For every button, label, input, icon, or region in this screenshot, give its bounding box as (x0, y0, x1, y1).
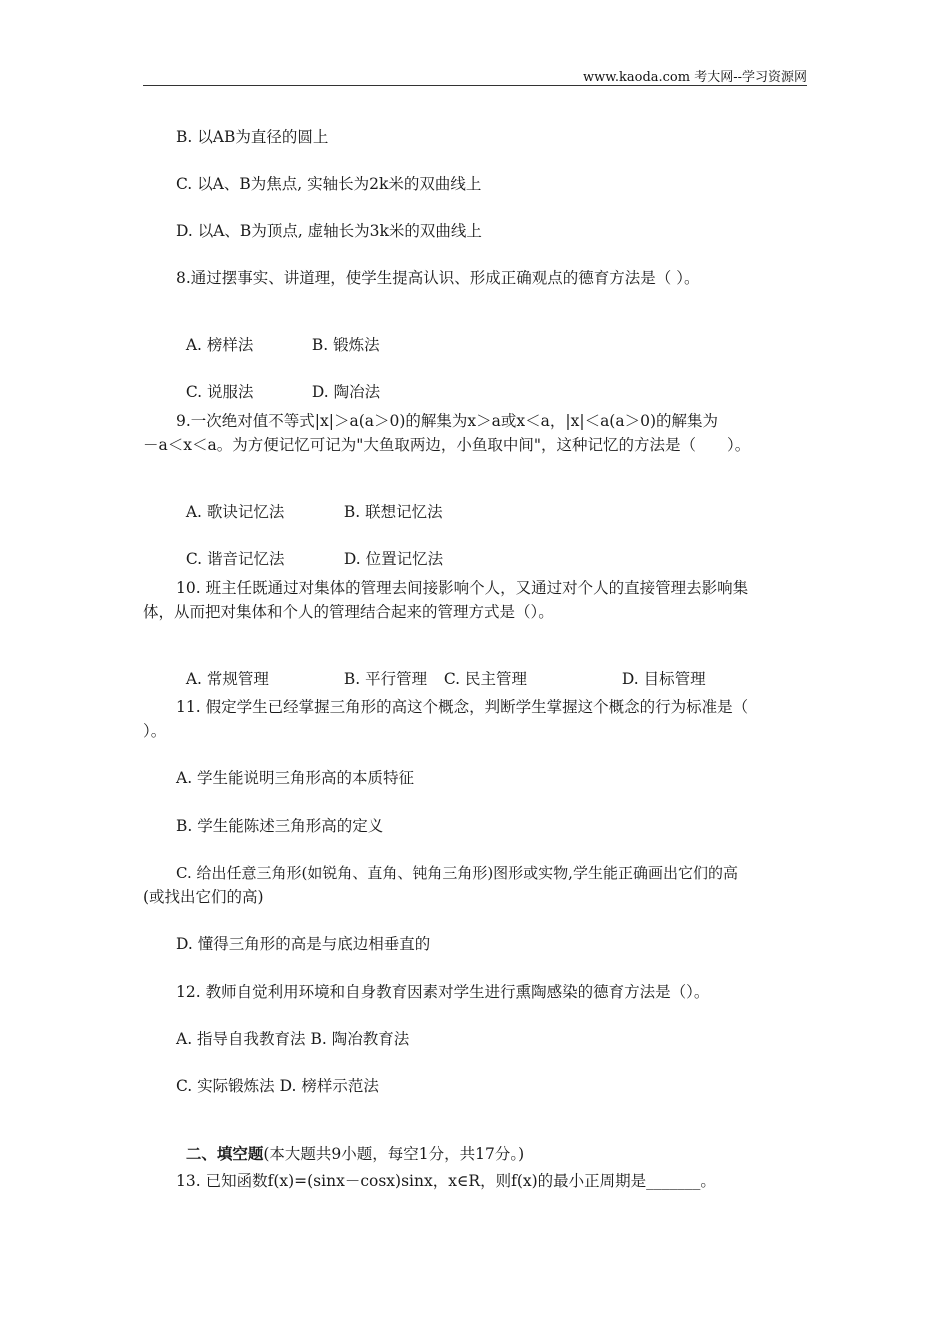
q7-option-d: D. 以A、B为顶点, 虚轴长为3k米的双曲线上 (176, 222, 482, 240)
q9-options-ab (176, 482, 443, 522)
q12-options-ab: A. 指导自我教育法 B. 陶冶教育法 (176, 1030, 410, 1048)
question-10-line-2: 体，从而把对集体和个人的管理结合起来的管理方式是（）。 (143, 603, 554, 621)
q9-option-d: D. 位置记忆法 (343, 550, 444, 568)
q11-option-c-line-2: (或找出它们的高) (143, 888, 264, 906)
question-9-line-1: 9.一次绝对值不等式|x|＞a(a＞0)的解集为x＞a或x＜a，|x|＜a(a＞0)的解集为 (176, 412, 719, 430)
q12-options-cd: C. 实际锻炼法 D. 榜样示范法 (176, 1077, 379, 1095)
question-11-line-1: 11. 假定学生已经掌握三角形的高这个概念，判断学生掌握这个概念的行为标准是（ (176, 698, 749, 716)
section-2-title: 二、填空题 (185, 1144, 264, 1163)
q10-option-d: D. 目标管理 (621, 670, 706, 688)
q8-option-d: D. 陶冶法 (311, 383, 381, 401)
q10-option-c: C. 民主管理 (443, 670, 528, 688)
q11-option-a: A. 学生能说明三角形高的本质特征 (176, 769, 415, 787)
q9-options-cd (176, 529, 443, 569)
header-rule (143, 85, 807, 86)
q8-options-cd (176, 362, 380, 402)
q8-option-b: B. 锻炼法 (311, 336, 380, 354)
section-2-note: (本大题共9小题，每空1分，共17分。) (263, 1145, 525, 1163)
q8-options-ab (176, 315, 380, 355)
q10-options (176, 649, 706, 689)
q10-option-b: B. 平行管理 (343, 670, 428, 688)
q9-option-c: C. 谐音记忆法 (185, 550, 285, 568)
question-9-line-2: －a＜x＜a。为方便记忆可记为"大鱼取两边，小鱼取中间"，这种记忆的方法是（ ）。 (143, 436, 751, 454)
question-12: 12. 教师自觉利用环境和自身教育因素对学生进行熏陶感染的德育方法是（）。 (176, 983, 710, 1001)
q8-option-c: C. 说服法 (185, 383, 254, 401)
question-11-line-2: ）。 (143, 722, 167, 740)
q8-option-a: A. 榜样法 (185, 336, 254, 354)
q9-option-a: A. 歌诀记忆法 (185, 503, 285, 521)
q11-option-c-line-1: C. 给出任意三角形(如锐角、直角、钝角三角形)图形或实物,学生能正确画出它们的高 (176, 864, 738, 882)
q11-option-b: B. 学生能陈述三角形高的定义 (176, 817, 384, 835)
q11-option-d: D. 懂得三角形的高是与底边相垂直的 (176, 935, 431, 953)
question-8: 8.通过摆事实、讲道理，使学生提高认识、形成正确观点的德育方法是（ ）。 (176, 269, 700, 287)
q7-option-b: B. 以AB为直径的圆上 (176, 128, 329, 146)
question-13: 13. 已知函数f(x)=(sinx－cosx)sinx，x∈R，则f(x)的最小正周期是_______。 (176, 1172, 716, 1190)
q10-option-a: A. 常规管理 (185, 670, 269, 688)
question-10-line-1: 10. 班主任既通过对集体的管理去间接影响个人，又通过对个人的直接管理去影响集 (176, 579, 749, 597)
section-2-heading (176, 1124, 524, 1164)
q9-option-b: B. 联想记忆法 (343, 503, 443, 521)
q7-option-c: C. 以A、B为焦点, 实轴长为2k米的双曲线上 (176, 175, 482, 193)
page-header: www.kaoda.com 考大网--学习资源网 (583, 70, 807, 85)
